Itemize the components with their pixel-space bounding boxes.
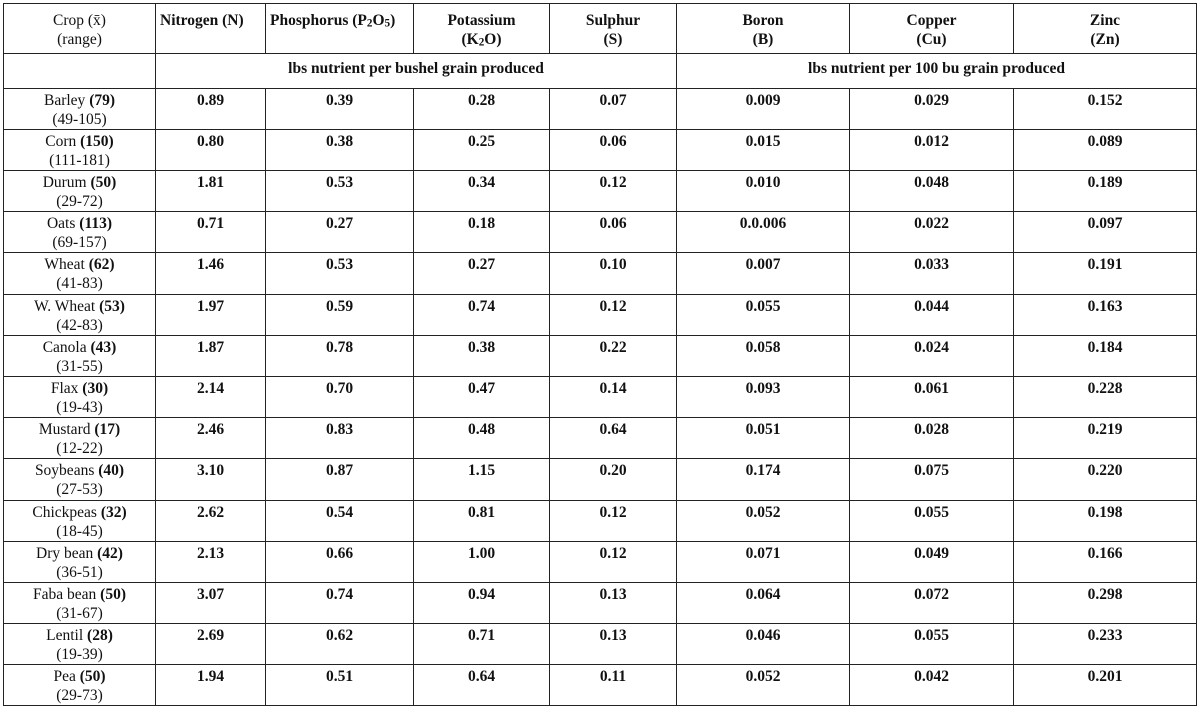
copper-value: 0.029 xyxy=(850,88,1014,129)
copper-value: 0.055 xyxy=(850,500,1014,541)
phosphorus-value: 0.87 xyxy=(266,459,414,500)
nutrient-removal-table xyxy=(3,3,1197,706)
zinc-value: 0.233 xyxy=(1014,624,1197,665)
potassium-value: 0.38 xyxy=(414,335,550,376)
boron-value: 0.064 xyxy=(677,582,850,623)
phosphorus-value: 0.53 xyxy=(266,253,414,294)
nitrogen-value: 1.46 xyxy=(156,253,266,294)
sulphur-value: 0.20 xyxy=(550,459,677,500)
nitrogen-value: 2.46 xyxy=(156,418,266,459)
table-row xyxy=(4,665,1197,706)
potassium-value: 0.94 xyxy=(414,582,550,623)
header-boron: Boron (B) xyxy=(677,4,850,54)
nitrogen-value: 1.81 xyxy=(156,171,266,212)
zinc-value: 0.089 xyxy=(1014,129,1197,170)
zinc-value: 0.097 xyxy=(1014,212,1197,253)
sulphur-value: 0.64 xyxy=(550,418,677,459)
crop-cell: Flax (30) (19-43) xyxy=(4,376,156,417)
sulphur-value: 0.12 xyxy=(550,294,677,335)
potassium-value: 1.00 xyxy=(414,541,550,582)
zinc-value: 0.219 xyxy=(1014,418,1197,459)
zinc-value: 0.191 xyxy=(1014,253,1197,294)
table-row xyxy=(4,582,1197,623)
phosphorus-value: 0.70 xyxy=(266,376,414,417)
copper-value: 0.044 xyxy=(850,294,1014,335)
boron-value: 0.051 xyxy=(677,418,850,459)
nitrogen-value: 0.80 xyxy=(156,129,266,170)
sulphur-value: 0.13 xyxy=(550,582,677,623)
copper-value: 0.022 xyxy=(850,212,1014,253)
table-row xyxy=(4,253,1197,294)
boron-value: 0.010 xyxy=(677,171,850,212)
units-empty-cell xyxy=(4,53,156,88)
table-row xyxy=(4,459,1197,500)
boron-value: 0.055 xyxy=(677,294,850,335)
header-crop: Crop (x̄) (range) xyxy=(4,4,156,54)
crop-cell: Durum (50) (29-72) xyxy=(4,171,156,212)
nitrogen-value: 3.07 xyxy=(156,582,266,623)
copper-value: 0.061 xyxy=(850,376,1014,417)
header-phosphorus: Phosphorus (P2O5) xyxy=(266,4,414,54)
phosphorus-value: 0.51 xyxy=(266,665,414,706)
crop-cell: Pea (50) (29-73) xyxy=(4,665,156,706)
header-potassium: Potassium (K2O) xyxy=(414,4,550,54)
zinc-value: 0.189 xyxy=(1014,171,1197,212)
boron-value: 0.052 xyxy=(677,500,850,541)
phosphorus-value: 0.54 xyxy=(266,500,414,541)
nitrogen-value: 2.14 xyxy=(156,376,266,417)
nitrogen-value: 1.87 xyxy=(156,335,266,376)
sulphur-value: 0.06 xyxy=(550,129,677,170)
potassium-value: 0.27 xyxy=(414,253,550,294)
phosphorus-value: 0.27 xyxy=(266,212,414,253)
crop-cell: Lentil (28) (19-39) xyxy=(4,624,156,665)
phosphorus-value: 0.62 xyxy=(266,624,414,665)
potassium-value: 0.81 xyxy=(414,500,550,541)
header-zinc: Zinc (Zn) xyxy=(1014,4,1197,54)
potassium-value: 0.47 xyxy=(414,376,550,417)
crop-cell: Faba bean (50) (31-67) xyxy=(4,582,156,623)
table-row xyxy=(4,212,1197,253)
header-row xyxy=(4,4,1197,54)
copper-value: 0.049 xyxy=(850,541,1014,582)
copper-value: 0.075 xyxy=(850,459,1014,500)
copper-value: 0.024 xyxy=(850,335,1014,376)
zinc-value: 0.298 xyxy=(1014,582,1197,623)
table-row xyxy=(4,541,1197,582)
zinc-value: 0.198 xyxy=(1014,500,1197,541)
phosphorus-value: 0.39 xyxy=(266,88,414,129)
table-row xyxy=(4,335,1197,376)
nitrogen-value: 1.97 xyxy=(156,294,266,335)
crop-cell: Corn (150) (111-181) xyxy=(4,129,156,170)
zinc-value: 0.163 xyxy=(1014,294,1197,335)
table-row xyxy=(4,376,1197,417)
sulphur-value: 0.07 xyxy=(550,88,677,129)
crop-cell: W. Wheat (53) (42-83) xyxy=(4,294,156,335)
zinc-value: 0.184 xyxy=(1014,335,1197,376)
potassium-value: 0.25 xyxy=(414,129,550,170)
sulphur-value: 0.06 xyxy=(550,212,677,253)
phosphorus-value: 0.66 xyxy=(266,541,414,582)
copper-value: 0.048 xyxy=(850,171,1014,212)
table-row xyxy=(4,624,1197,665)
boron-value: 0.174 xyxy=(677,459,850,500)
zinc-value: 0.228 xyxy=(1014,376,1197,417)
sulphur-value: 0.22 xyxy=(550,335,677,376)
sulphur-value: 0.12 xyxy=(550,541,677,582)
copper-value: 0.028 xyxy=(850,418,1014,459)
units-macro: lbs nutrient per bushel grain produced xyxy=(156,53,677,88)
copper-value: 0.042 xyxy=(850,665,1014,706)
copper-value: 0.033 xyxy=(850,253,1014,294)
zinc-value: 0.152 xyxy=(1014,88,1197,129)
nitrogen-value: 3.10 xyxy=(156,459,266,500)
crop-cell: Barley (79) (49-105) xyxy=(4,88,156,129)
nitrogen-value: 0.71 xyxy=(156,212,266,253)
potassium-value: 1.15 xyxy=(414,459,550,500)
phosphorus-value: 0.38 xyxy=(266,129,414,170)
crop-cell: Wheat (62) (41-83) xyxy=(4,253,156,294)
crop-cell: Mustard (17) (12-22) xyxy=(4,418,156,459)
phosphorus-value: 0.59 xyxy=(266,294,414,335)
nitrogen-value: 2.62 xyxy=(156,500,266,541)
zinc-value: 0.220 xyxy=(1014,459,1197,500)
boron-value: 0.052 xyxy=(677,665,850,706)
phosphorus-value: 0.74 xyxy=(266,582,414,623)
crop-cell: Soybeans (40) (27-53) xyxy=(4,459,156,500)
potassium-value: 0.64 xyxy=(414,665,550,706)
header-sulphur: Sulphur (S) xyxy=(550,4,677,54)
phosphorus-value: 0.53 xyxy=(266,171,414,212)
crop-cell: Oats (113) (69-157) xyxy=(4,212,156,253)
sulphur-value: 0.11 xyxy=(550,665,677,706)
nitrogen-value: 0.89 xyxy=(156,88,266,129)
potassium-value: 0.28 xyxy=(414,88,550,129)
sulphur-value: 0.10 xyxy=(550,253,677,294)
table-row xyxy=(4,88,1197,129)
table-row xyxy=(4,171,1197,212)
boron-value: 0.046 xyxy=(677,624,850,665)
table-row xyxy=(4,129,1197,170)
boron-value: 0.071 xyxy=(677,541,850,582)
zinc-value: 0.166 xyxy=(1014,541,1197,582)
boron-value: 0.058 xyxy=(677,335,850,376)
phosphorus-value: 0.78 xyxy=(266,335,414,376)
boron-value: 0.015 xyxy=(677,129,850,170)
potassium-value: 0.48 xyxy=(414,418,550,459)
potassium-value: 0.18 xyxy=(414,212,550,253)
table-row xyxy=(4,500,1197,541)
table-row xyxy=(4,418,1197,459)
potassium-value: 0.71 xyxy=(414,624,550,665)
nitrogen-value: 2.69 xyxy=(156,624,266,665)
sulphur-value: 0.12 xyxy=(550,171,677,212)
crop-cell: Dry bean (42) (36-51) xyxy=(4,541,156,582)
copper-value: 0.012 xyxy=(850,129,1014,170)
potassium-value: 0.34 xyxy=(414,171,550,212)
copper-value: 0.055 xyxy=(850,624,1014,665)
zinc-value: 0.201 xyxy=(1014,665,1197,706)
boron-value: 0.009 xyxy=(677,88,850,129)
boron-value: 0.0.006 xyxy=(677,212,850,253)
boron-value: 0.007 xyxy=(677,253,850,294)
header-nitrogen: Nitrogen (N) xyxy=(156,4,266,54)
boron-value: 0.093 xyxy=(677,376,850,417)
nitrogen-value: 2.13 xyxy=(156,541,266,582)
units-row xyxy=(4,53,1197,88)
sulphur-value: 0.13 xyxy=(550,624,677,665)
nitrogen-value: 1.94 xyxy=(156,665,266,706)
crop-cell: Canola (43) (31-55) xyxy=(4,335,156,376)
potassium-value: 0.74 xyxy=(414,294,550,335)
sulphur-value: 0.14 xyxy=(550,376,677,417)
units-micro: lbs nutrient per 100 bu grain produced xyxy=(677,53,1197,88)
table-row xyxy=(4,294,1197,335)
phosphorus-value: 0.83 xyxy=(266,418,414,459)
header-copper: Copper (Cu) xyxy=(850,4,1014,54)
crop-cell: Chickpeas (32) (18-45) xyxy=(4,500,156,541)
copper-value: 0.072 xyxy=(850,582,1014,623)
sulphur-value: 0.12 xyxy=(550,500,677,541)
